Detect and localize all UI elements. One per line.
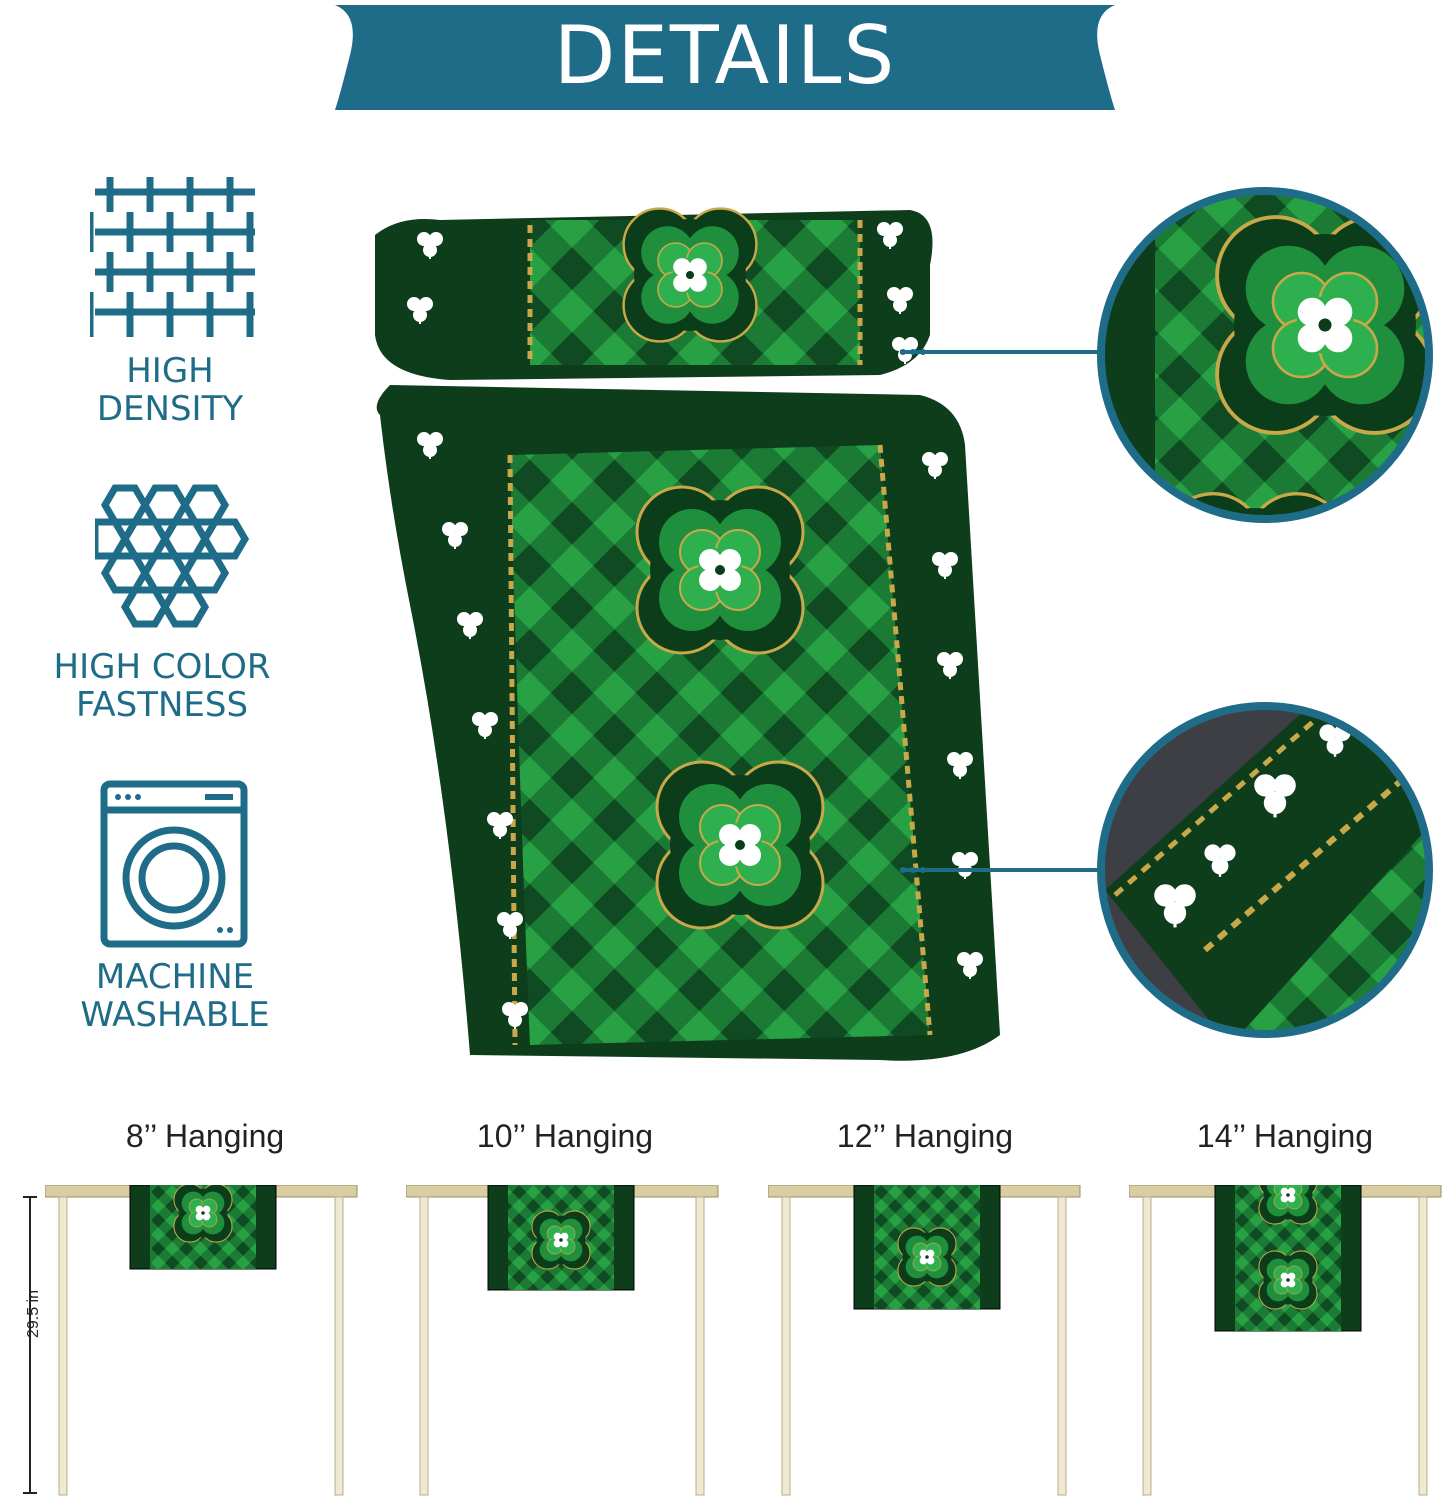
height-measure-label: 29.5 in	[25, 1289, 42, 1339]
table-diagram-10	[406, 1185, 721, 1500]
hanging-label-10: 10’’ Hanging	[476, 1118, 654, 1154]
weave-icon	[90, 172, 260, 342]
hanging-label-8: 8’’ Hanging	[125, 1118, 285, 1154]
feature-label-density: HIGH DENSITY	[96, 351, 244, 429]
zoom-circle-shamrock-detail	[1095, 185, 1435, 525]
table-diagram-12	[768, 1185, 1083, 1500]
washing-machine-icon	[100, 780, 248, 948]
hanging-label-12: 12’’ Hanging	[836, 1118, 1014, 1154]
honeycomb-icon	[95, 483, 255, 633]
banner-title: DETAILS	[553, 8, 897, 102]
zoom-circle-edge-detail	[1095, 700, 1435, 1040]
hanging-label-14: 14’’ Hanging	[1196, 1118, 1374, 1154]
table-diagram-14	[1129, 1185, 1444, 1500]
table-diagram-8	[45, 1185, 360, 1500]
feature-label-fastness: HIGH COLOR FASTNESS	[53, 647, 271, 725]
detail-connectors	[895, 340, 1105, 890]
feature-label-washable: MACHINE WASHABLE	[80, 957, 270, 1035]
